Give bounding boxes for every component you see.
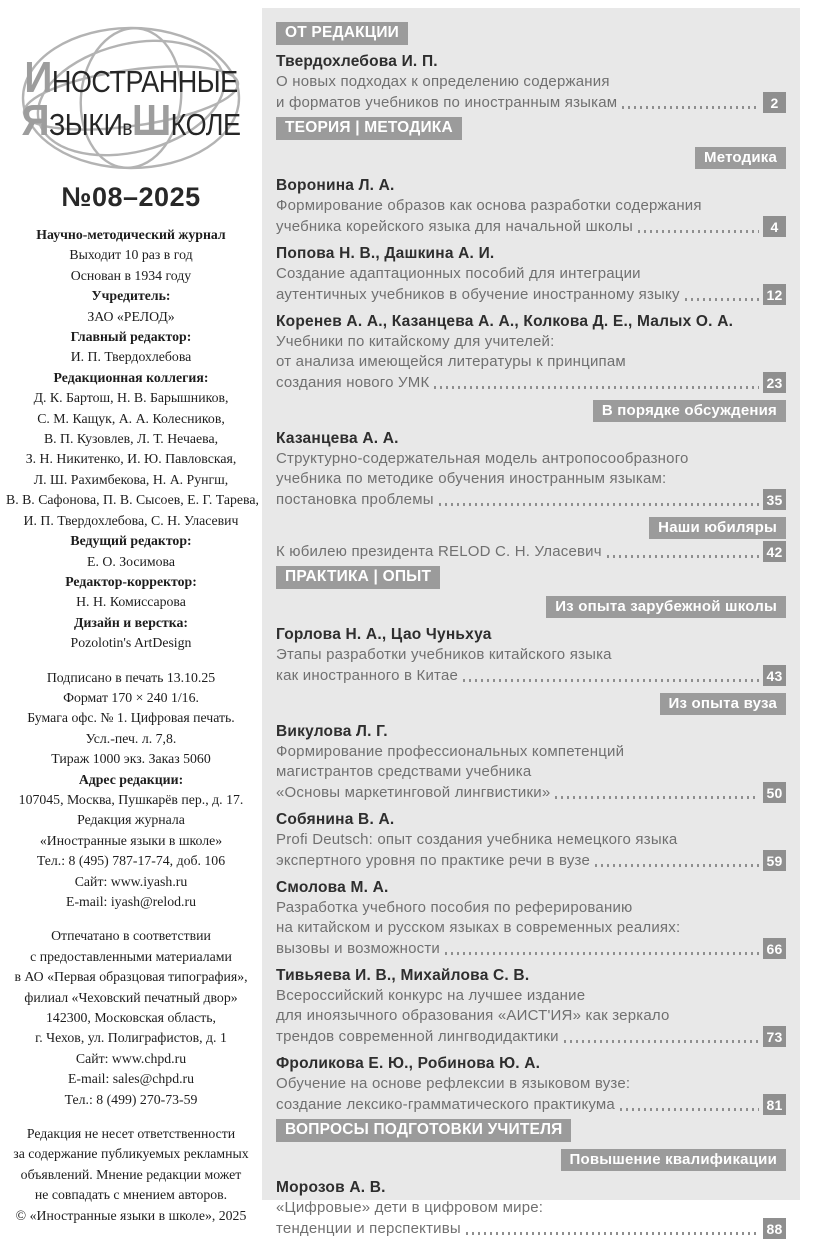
toc-entry-title-text: трендов современной лингводидактики xyxy=(276,1028,559,1045)
toc-entry-title-line xyxy=(276,489,786,510)
toc-entry-title-line xyxy=(276,782,786,803)
imprint-line: Тел.: 8 (495) 787-17-74, доб. 106 xyxy=(36,853,226,869)
imprint-line: Редакция журнала xyxy=(77,812,185,828)
toc-entry-title-line: от анализа имеющейся литературы к принципам xyxy=(276,353,626,370)
imprint-info xyxy=(0,225,262,1226)
toc-entry-authors: Воронина Л. А. xyxy=(276,177,395,194)
toc-entry xyxy=(276,52,786,113)
toc-entry-title-text: тенденции и перспективы xyxy=(276,1220,461,1237)
toc-entry-authors: Твердохлебова И. П. xyxy=(276,53,438,70)
imprint-line: Усл.-печ. л. 7,8. xyxy=(85,730,177,746)
page-number-badge: 12 xyxy=(763,284,786,305)
toc-entry-title-line: Формирование образов как основа разработки содержания xyxy=(276,197,702,214)
toc-entry-title-line: Этапы разработки учебников китайского языка xyxy=(276,646,612,663)
toc-subsection-badge: Методика xyxy=(695,147,786,169)
toc-entry-title-line: Разработка учебного пособия по реферированию xyxy=(276,899,633,916)
page-number-badge: 50 xyxy=(763,782,786,803)
toc-section-row xyxy=(276,22,786,45)
toc-subsection-row xyxy=(276,517,786,539)
imprint-line: Л. Ш. Рахимбекова, Н. А. Рунгш, xyxy=(33,471,229,487)
imprint-line: с предоставленными материалами xyxy=(30,948,232,964)
dot-leader xyxy=(466,1232,759,1235)
dot-leader xyxy=(439,503,759,506)
imprint-line: «Иностранные языки в школе» xyxy=(39,832,223,848)
imprint-line: Отпечатано в соответствии xyxy=(51,928,211,944)
toc-entry-title-line: О новых подходах к определению содержания xyxy=(276,73,610,90)
toc-entry-title-text: создание лексико-грамматического практикума xyxy=(276,1096,615,1113)
dot-leader xyxy=(622,106,759,109)
page-number-badge: 81 xyxy=(763,1094,786,1115)
toc-entry xyxy=(276,966,786,1047)
issue-number: №08–2025 xyxy=(61,182,201,212)
masthead-column xyxy=(0,0,262,1223)
toc-entry-title-text: и форматов учебников по иностранным языкам xyxy=(276,94,618,111)
toc-entry xyxy=(276,625,786,686)
imprint-line: 107045, Москва, Пушкарёв пер., д. 17. xyxy=(18,791,244,807)
toc-entry xyxy=(276,541,786,562)
toc-entry-title-text: «Основы маркетинговой лингвистики» xyxy=(276,784,551,801)
imprint-line: Тираж 1000 экз. Заказ 5060 xyxy=(51,751,211,767)
imprint-line: Д. К. Бартош, Н. В. Барышников, xyxy=(33,390,229,406)
toc-entry xyxy=(276,1178,786,1239)
toc-entry-title-line: Учебники по китайскому для учителей: xyxy=(276,333,555,350)
toc-entry-authors: Фроликова Е. Ю., Робинова Ю. А. xyxy=(276,1055,541,1072)
toc-entry-title-line xyxy=(276,1026,786,1047)
toc-entry-title-line xyxy=(276,372,786,393)
dot-leader xyxy=(445,952,759,955)
toc-entry-authors: Попова Н. В., Дашкина А. И. xyxy=(276,245,495,262)
dot-leader xyxy=(463,679,759,682)
imprint-line: Е. О. Зосимова xyxy=(87,553,175,569)
dot-leader xyxy=(595,864,759,867)
dot-leader xyxy=(685,298,759,301)
toc-entry-authors: Тивьяева И. В., Михайлова С. В. xyxy=(276,967,530,984)
toc-section-badge: ТЕОРИЯ | МЕТОДИКА xyxy=(276,117,462,140)
toc-entry-title-line: для иноязычного образования «АИСТ'ИЯ» как зеркало xyxy=(276,1007,670,1024)
page-number-badge: 43 xyxy=(763,665,786,686)
toc-entry-title-line: на китайском и русском языках в современных реалиях: xyxy=(276,919,681,936)
toc-entry xyxy=(276,810,786,871)
page-number-badge: 88 xyxy=(763,1218,786,1239)
imprint-line: В. П. Кузовлев, Л. Т. Нечаева, xyxy=(43,431,219,447)
toc-entry-authors: Горлова Н. А., Цао Чуньхуа xyxy=(276,626,492,643)
toc-entry-title-line xyxy=(276,1218,786,1239)
imprint-line: И. П. Твердохлебова, С. Н. Уласевич xyxy=(23,512,239,528)
toc-subsection-row xyxy=(276,147,786,169)
toc-entry-title-text: аутентичных учебников в обучение иностранному языку xyxy=(276,286,680,303)
dot-leader xyxy=(555,796,759,799)
toc-entry-title-line: Создание адаптационных пособий для интеграции xyxy=(276,265,641,282)
toc-section-row xyxy=(276,1119,786,1142)
toc-section-row xyxy=(276,117,786,140)
toc-entry-title-line: Формирование профессиональных компетенций xyxy=(276,743,625,760)
imprint-line: в АО «Первая образцовая типография», xyxy=(14,969,248,985)
toc-entry-title-text: вызовы и возможности xyxy=(276,940,441,957)
toc-entry-title-line xyxy=(276,665,786,686)
dot-leader xyxy=(638,230,759,233)
toc-entry xyxy=(276,878,786,959)
imprint-line: Подписано в печать 13.10.25 xyxy=(46,669,216,685)
imprint-line: Выходит 10 раз в год xyxy=(69,247,193,263)
toc-entry-title-line xyxy=(276,938,786,959)
toc-entry-title-text: создания нового УМК xyxy=(276,374,430,391)
toc-entry-title-line xyxy=(276,284,786,305)
page-number-badge: 42 xyxy=(763,541,786,562)
toc-entry-title-text: как иностранного в Китае xyxy=(276,667,459,684)
toc-subsection-badge: Повышение квалификации xyxy=(561,1149,787,1171)
toc-subsection-row xyxy=(276,693,786,715)
toc-entry-authors: Коренев А. А., Казанцева А. А., Колкова Д. Е., Малых О. А. xyxy=(276,313,734,330)
toc-entry-title-line: Всероссийский конкурс на лучшее издание xyxy=(276,987,586,1004)
toc-entry-authors: Собянина В. А. xyxy=(276,811,395,828)
toc-subsection-row xyxy=(276,400,786,422)
toc-entry-title-line: учебника по методике обучения иностранным языкам: xyxy=(276,470,667,487)
toc-entry-title-text: К юбилею президента RELOD С. Н. Уласевич xyxy=(276,543,602,560)
toc-entry-title-line: Profi Deutsch: опыт создания учебника немецкого языка xyxy=(276,831,678,848)
toc-subsection-badge: В порядке обсуждения xyxy=(593,400,786,422)
page-number-badge: 23 xyxy=(763,372,786,393)
toc-entry-title-line xyxy=(276,541,786,562)
toc-subsection-badge: Из опыта зарубежной школы xyxy=(546,596,786,618)
imprint-line: Редакция не несет ответственности xyxy=(26,1126,236,1142)
imprint-line: З. Н. Никитенко, И. Ю. Павловская, xyxy=(25,451,237,467)
toc-entry-title-line: «Цифровые» дети в цифровом мире: xyxy=(276,1199,544,1216)
page-number-badge: 73 xyxy=(763,1026,786,1047)
toc-entry-title-line: магистрантов средствами учебника xyxy=(276,763,532,780)
toc-entry xyxy=(276,722,786,803)
imprint-line: не совпадать с мнением авторов. xyxy=(34,1187,228,1203)
imprint-line: Сайт: www.chpd.ru xyxy=(75,1050,187,1066)
logo-line-2: ЯЗЫКИвШКОЛЕ xyxy=(21,96,241,145)
toc-subsection-badge: Наши юбиляры xyxy=(649,517,786,539)
imprint-line: Н. Н. Комиссарова xyxy=(76,594,186,610)
toc-entry-title-text: постановка проблемы xyxy=(276,491,434,508)
imprint-line: С. М. Кащук, А. А. Колесников, xyxy=(37,410,225,426)
toc-entry xyxy=(276,312,786,393)
table-of-contents xyxy=(262,8,800,1237)
page-number-badge: 4 xyxy=(763,216,786,237)
dot-leader xyxy=(434,386,759,389)
dot-leader xyxy=(607,555,759,558)
toc-section-badge: ВОПРОСЫ ПОДГОТОВКИ УЧИТЕЛЯ xyxy=(276,1119,571,1142)
toc-entry-authors: Казанцева А. А. xyxy=(276,430,399,447)
imprint-label: Научно-методический журнал xyxy=(36,227,226,242)
toc-entry-authors: Викулова Л. Г. xyxy=(276,723,388,740)
imprint-line: 142300, Московская область, xyxy=(46,1010,216,1026)
imprint-line: Основан в 1934 году xyxy=(70,267,192,283)
journal-logo-text xyxy=(15,53,247,146)
toc-entry-title-line xyxy=(276,216,786,237)
page-number-badge: 35 xyxy=(763,489,786,510)
toc-entry-title-line: Структурно-содержательная модель антропосообразного xyxy=(276,450,689,467)
imprint-label: Редактор-корректор: xyxy=(65,573,197,589)
logo-line-1: ИНОСТРАННЫЕ xyxy=(24,53,238,102)
toc-entry-title-text: учебника корейского языка для начальной школы xyxy=(276,218,633,235)
page-number-badge: 2 xyxy=(763,92,786,113)
toc-entry xyxy=(276,176,786,237)
toc-entry-title-line xyxy=(276,92,786,113)
toc-entry-title-line xyxy=(276,850,786,871)
toc-section-badge: ПРАКТИКА | ОПЫТ xyxy=(276,566,440,589)
imprint-label: Главный редактор: xyxy=(70,329,192,345)
journal-logo xyxy=(15,22,247,174)
imprint-line: E-mail: iyash@relod.ru xyxy=(66,894,196,909)
toc-subsection-badge: Из опыта вуза xyxy=(660,693,787,715)
toc-entry xyxy=(276,1054,786,1115)
imprint-line: ЗАО «РЕЛОД» xyxy=(87,308,175,324)
imprint-line: Тел.: 8 (499) 270-73-59 xyxy=(64,1091,198,1107)
toc-section-badge: ОТ РЕДАКЦИИ xyxy=(276,22,408,45)
page-number-badge: 59 xyxy=(763,850,786,871)
imprint-line: Формат 170 × 240 1/16. xyxy=(63,689,199,705)
imprint-line: г. Чехов, ул. Полиграфистов, д. 1 xyxy=(35,1030,227,1046)
imprint-label: Учредитель: xyxy=(91,288,171,304)
page-number-badge: 66 xyxy=(763,938,786,959)
imprint-label: Ведущий редактор: xyxy=(70,533,192,549)
toc-entry xyxy=(276,244,786,305)
imprint-line: И. П. Твердохлебова xyxy=(70,349,192,365)
imprint-line: В. В. Сафонова, П. В. Сысоев, Е. Г. Тарева, xyxy=(6,492,259,508)
imprint-line: E-mail: sales@chpd.ru xyxy=(67,1071,195,1087)
toc-section-row xyxy=(276,566,786,589)
toc-entry-authors: Морозов А. В. xyxy=(276,1179,386,1196)
imprint-line: Pozolotin's ArtDesign xyxy=(70,635,192,651)
toc-entry-title-line xyxy=(276,1094,786,1115)
imprint-line: филиал «Чеховский печатный двор» xyxy=(24,989,238,1005)
toc-entry-title-text: экспертного уровня по практике речи в вузе xyxy=(276,852,591,869)
imprint-line: Сайт: www.iyash.ru xyxy=(74,873,188,889)
toc-entry xyxy=(276,429,786,510)
imprint-label: Редакционная коллегия: xyxy=(53,369,209,385)
imprint-label: Адрес редакции: xyxy=(78,771,184,787)
toc-entry-title-line: Обучение на основе рефлексии в языковом вузе: xyxy=(276,1075,631,1092)
imprint-line: объявлений. Мнение редакции может xyxy=(20,1166,242,1182)
imprint-line: © «Иностранные языки в школе», 2025 xyxy=(15,1207,247,1223)
toc-subsection-row xyxy=(276,596,786,618)
toc-entry-authors: Смолова М. А. xyxy=(276,879,389,896)
dot-leader xyxy=(564,1040,759,1043)
imprint-line: Бумага офс. № 1. Цифровая печать. xyxy=(27,710,235,726)
dot-leader xyxy=(620,1108,759,1111)
imprint-line: за содержание публикуемых рекламных xyxy=(13,1146,249,1162)
toc-subsection-row xyxy=(276,1149,786,1171)
imprint-label: Дизайн и верстка: xyxy=(73,614,188,630)
